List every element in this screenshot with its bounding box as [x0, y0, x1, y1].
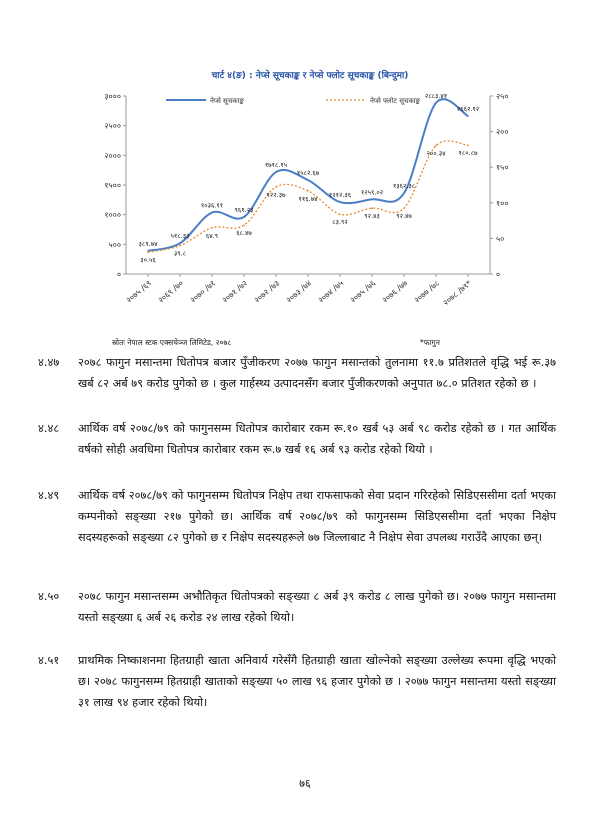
- paragraph-449: [38, 485, 556, 548]
- data-point: [403, 192, 405, 194]
- data-label: ३०.५६: [140, 256, 156, 265]
- data-point: [275, 186, 277, 188]
- data-label: १७१८.१५: [264, 161, 288, 170]
- data-point: [371, 207, 373, 209]
- paragraph-number: ४.४७: [38, 356, 60, 369]
- data-point: [211, 227, 213, 229]
- data-label: ३९.८: [173, 249, 187, 258]
- y-tick-label-right: १५०: [496, 163, 509, 173]
- y-tick-label-left: ३०००: [104, 92, 121, 101]
- data-label: १२१२.३६: [328, 191, 352, 200]
- y-tick-label-right: ०: [496, 270, 501, 279]
- x-tick-label: २०६९ /७०: [156, 278, 186, 305]
- data-label: १३६२.३८: [392, 182, 416, 191]
- line-chart: [80, 62, 540, 337]
- y-tick-label-left: १५००: [104, 181, 121, 190]
- data-point: [435, 102, 437, 104]
- data-label: ६४.९: [205, 231, 219, 240]
- x-tick-label: २०७३ /७४: [284, 278, 314, 305]
- data-point: [435, 145, 437, 147]
- data-label: ५१८.३३: [170, 232, 190, 241]
- y-tick-label-right: ५०: [496, 234, 505, 244]
- chart-footnote: *फागुन: [420, 338, 440, 347]
- paragraph-number: ४.४९: [38, 489, 60, 502]
- data-point: [339, 213, 341, 215]
- y-tick-label-left: २५००: [104, 121, 121, 131]
- paragraph-text: २०७८ फागुन मसान्तमा धितोपत्र बजार पुँजीकरण २०७७ फागुन मसान्तको तुलनामा ११.७ प्रतिशतले वृद्धि भई रू.३७ खर्ब ८२ अर्ब ७९ करोड पुगेको छ । कुल गार्हस्थ्य उत्पादनसँग बजार पुँजीकरणको अनुपात ७८.० प्रतिशत रहेको छ ।: [78, 356, 556, 390]
- y-tick-label-right: २००: [496, 127, 509, 137]
- y-tick-label-left: १०००: [104, 210, 121, 220]
- paragraph-number: ४.४८: [38, 422, 60, 435]
- data-label: ९२.४७: [396, 212, 412, 221]
- data-point: [467, 115, 469, 117]
- data-label: ९६१.२३: [234, 205, 254, 214]
- data-label: ११६.७४: [298, 194, 318, 203]
- legend-label: नेप्से फ्लोट सूचकाङ्क: [370, 97, 420, 105]
- data-label: ३८९.७४: [138, 239, 158, 248]
- paragraph-text: आर्थिक वर्ष २०७८/७९ को फागुनसम्म धितोपत्र निक्षेप तथा राफसाफको सेवा प्रदान गरिरहेको सिडिएससीमा दर्ता भएका कम्पनीको सङ्ख्या २१७ पुगेको छ। आर्थिक वर्ष २०७८/७९ को फागुनसम्म सिडिएससीमा दर्ता भएका निक्षेप सदस्यहरूको सङ्ख्या ८२ पुगेको छ र निक्षेप सदस्यहरूले ७७ जिल्लाबाट नै निक्षेप सेवा उपलब्ध गराउँदै आएका छन्।: [78, 489, 556, 544]
- data-point: [307, 179, 309, 181]
- y-tick-label-left: ५००: [108, 240, 121, 250]
- data-point: [371, 198, 373, 200]
- data-point: [179, 245, 181, 247]
- x-tick-label: २०७१ /७२: [220, 278, 250, 305]
- y-tick-label-left: ०: [116, 270, 121, 279]
- paragraph-451: [38, 650, 556, 713]
- legend-label: नेप्से सूचकाङ्क: [210, 97, 244, 105]
- page-number: ७६: [299, 777, 311, 790]
- data-point: [211, 212, 213, 214]
- data-point: [339, 201, 341, 203]
- data-point: [275, 171, 277, 173]
- x-tick-label: २०७७ /७८: [412, 278, 442, 305]
- x-tick-label: २०७५ /६९: [124, 278, 154, 305]
- data-label: २००.३४: [426, 149, 446, 158]
- paragraph-447: [38, 352, 556, 394]
- paragraph-448: [38, 418, 556, 460]
- data-point: [147, 251, 149, 253]
- data-label: ८३.९२: [332, 218, 348, 227]
- x-tick-label: २०७४ /७५: [316, 278, 346, 305]
- data-label: ९२.४३: [364, 212, 380, 221]
- paragraph-number: ४.५०: [38, 590, 60, 603]
- data-point: [179, 242, 181, 244]
- data-label: १८०.८७: [458, 149, 478, 158]
- y-tick-label-left: २०००: [104, 151, 121, 161]
- y-tick-label-right: १००: [496, 198, 509, 208]
- paragraph-text: प्राथमिक निष्काशनमा हितग्राही खाता अनिवार्य गरेसँगै हितग्राही खाता खोल्नेको सङ्ख्या उल्लेख्य रूपमा वृद्धि भएको छ। २०७८ फागुनसम्म हितग्राही खाताको सङ्ख्या ५० लाख ९६ हजार पुगेको छ । २०७७ फागुन मसान्तमा यस्तो सङ्ख्या ३१ लाख ९४ हजार रहेको थियो।: [78, 654, 556, 709]
- data-point: [243, 224, 245, 226]
- paragraph-450: [38, 586, 556, 628]
- y-tick-label-right: २५०: [496, 92, 509, 101]
- data-label: १५८२.६७: [296, 169, 320, 178]
- x-tick-label: २०७८ /७९*: [441, 278, 474, 308]
- x-tick-label: २०७६ /७७: [380, 278, 410, 305]
- x-tick-label: २०७२ /७३: [252, 278, 282, 305]
- data-label: १२२.३७: [266, 190, 286, 199]
- data-label: १०३६.११: [200, 201, 224, 210]
- paragraph-text: २०७८ फागुन मसान्तसम्म अभौतिकृत धितोपत्रको सङ्ख्या ८ अर्ब ३९ करोड ८ लाख पुगेको छ। २०७७ फागुन मसान्तमा यस्तो सङ्ख्या ६ अर्ब २६ करोड २४ लाख रहेको थियो।: [78, 590, 556, 624]
- chart-title: चार्ट ४(ङ) : नेप्से सूचकाङ्क र नेप्से फ्लोट सूचकाङ्क (बिन्दुमा): [211, 71, 409, 81]
- data-point: [307, 190, 309, 192]
- x-tick-label: २०७० /७१: [188, 278, 218, 305]
- paragraph-number: ४.५१: [38, 654, 60, 667]
- data-label: १२५९.०२: [360, 188, 384, 197]
- data-point: [403, 207, 405, 209]
- data-point: [467, 144, 469, 146]
- data-point: [243, 216, 245, 218]
- data-label: २६६२.१२: [456, 105, 480, 114]
- data-point: [147, 250, 149, 252]
- x-tick-label: २०७५ /७६: [348, 278, 378, 305]
- data-label: २८८३.४१: [424, 91, 448, 100]
- data-label: ६८.४७: [236, 229, 252, 238]
- chart-source: स्रोतः नेपाल स्टक एक्सचेञ्ज लिमिटेड, २०७८: [112, 338, 232, 347]
- paragraph-text: आर्थिक वर्ष २०७८/७९ को फागुनसम्म धितोपत्र कारोबार रकम रू.१० खर्ब ५३ अर्ब ९८ करोड रहेको छ । गत आर्थिक वर्षको सोही अवधिमा धितोपत्र कारोबार रकम रू.७ खर्ब १६ अर्ब ९३ करोड रहेको थियो ।: [78, 422, 556, 456]
